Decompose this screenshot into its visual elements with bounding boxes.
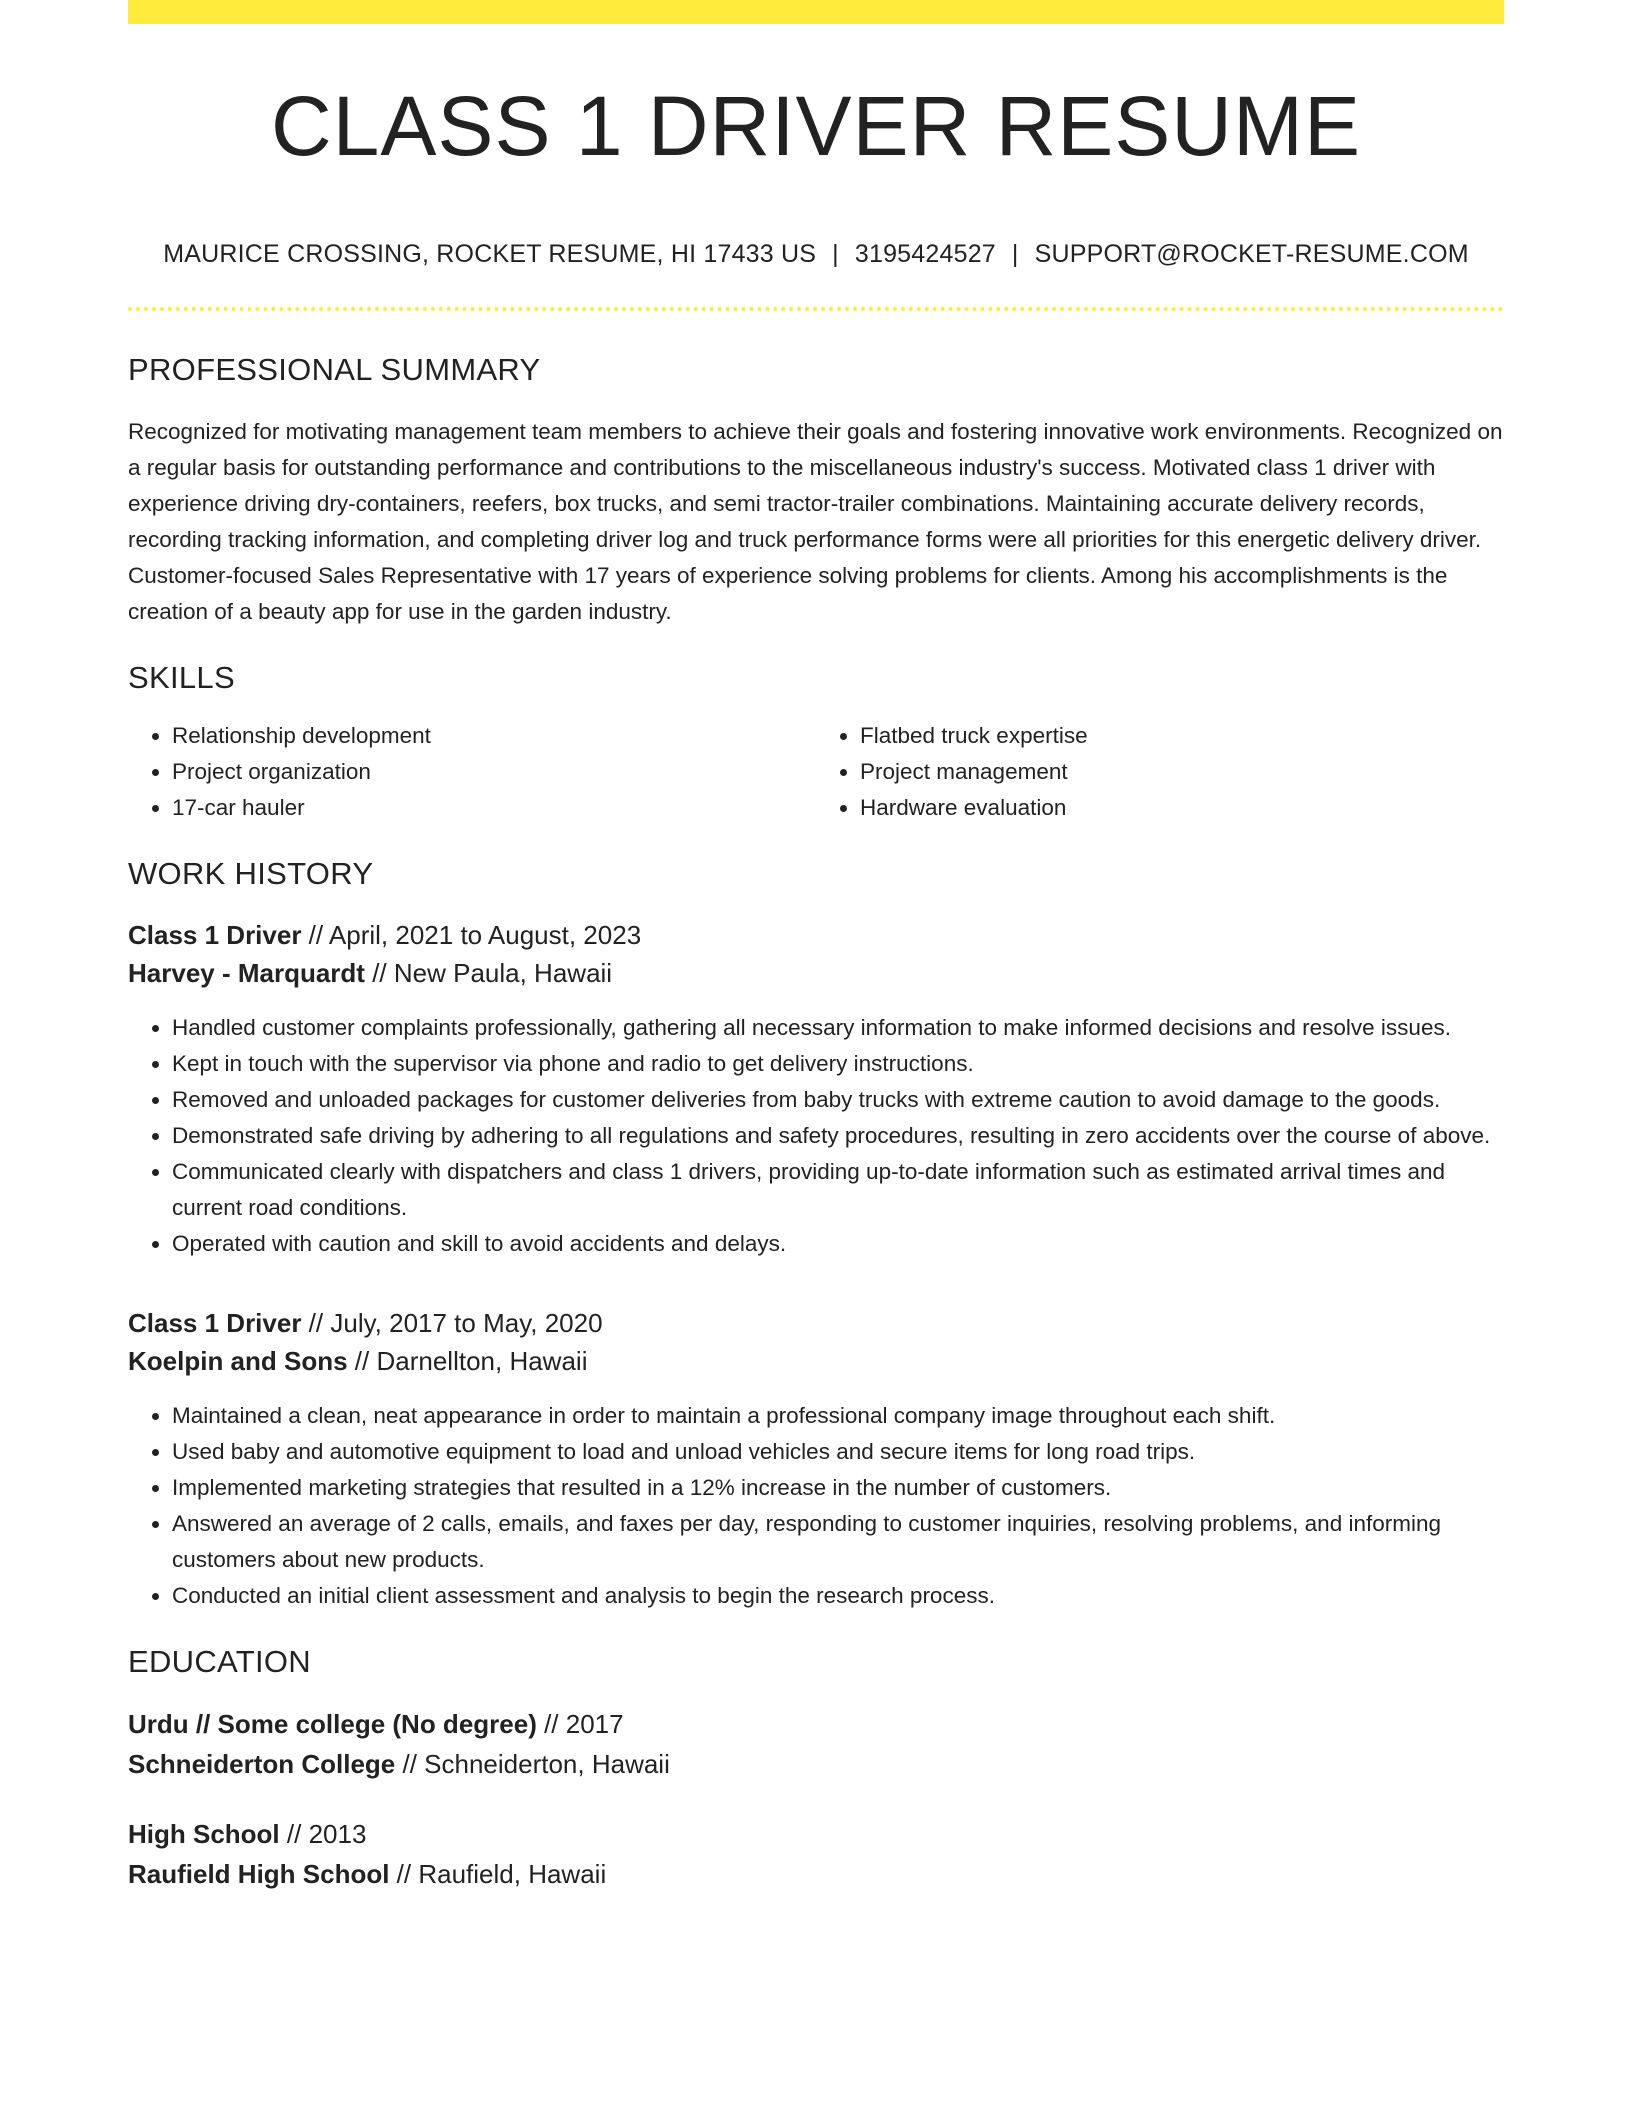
contact-phone: 3195424527 [854,240,996,268]
job-company: Harvey - Marquardt [128,958,365,988]
summary-text: Recognized for motivating management team members to achieve their goals and fostering innovative work environments. Recognized on a regular basis for outstanding performance and contributions to the miscellaneous industry's success. Motivated class 1 driver with experience driving dry-containers, reefers, box trucks, and semi tractor-trailer combinations. Maintaining accurate delivery records, recording tracking information, and completing driver log and truck performance forms were all priorities for this energetic delivery driver. Customer-focused Sales Representative with 17 years of experience solving problems for clients. Among his accomplishments is the creation of a beauty app for use in the garden industry. [128,419,1503,624]
education-degree-line [128,1704,1504,1744]
job-duty: • Answered an average of 2 calls, emails, and faxes per day, responding to customer inquiries, resolving problems, and informing customers about new products. [172,1506,1504,1578]
job-company: Koelpin and Sons [128,1346,348,1376]
education-school: Schneiderton College [128,1749,396,1779]
job-duty: • Conducted an initial client assessment and analysis to begin the research process. [172,1578,1504,1614]
education-school-line [128,1854,1504,1894]
education-entry [128,1704,1504,1784]
education-degree: High School [128,1819,280,1849]
job-duties-list [128,1398,1504,1614]
field-separator: // [364,958,394,988]
contact-address: MAURICE CROSSING, ROCKET RESUME, HI 17433 US [163,240,817,268]
job-duty: • Demonstrated safe driving by adhering to all regulations and safety procedures, resulting in zero accidents over the course of above. [172,1118,1504,1154]
job-duty: • Operated with caution and skill to avoid accidents and delays. [172,1226,1504,1262]
job-location: Darnellton, Hawaii [376,1346,588,1376]
work-history-heading: WORK HISTORY [128,856,374,891]
field-separator: // [395,1749,425,1779]
job-duty: • Maintained a clean, neat appearance in order to maintain a professional company image throughout each shift. [172,1398,1504,1434]
dotted-divider [128,307,1504,311]
contact-separator: | [832,240,839,268]
skills-heading: SKILLS [128,660,235,695]
job-location: New Paula, Hawaii [393,958,613,988]
work-history-section [128,856,1504,1614]
education-location: Raufield, Hawaii [418,1859,607,1889]
field-separator: // [279,1819,309,1849]
job-dates: April, 2021 to August, 2023 [328,920,642,950]
education-heading: EDUCATION [128,1644,311,1679]
job-duty: • Communicated clearly with dispatchers and class 1 drivers, providing up-to-date information such as estimated arrival times and current road conditions. [172,1154,1504,1226]
top-accent-bar [128,0,1504,24]
education-year: 2013 [308,1819,367,1849]
education-degree-line [128,1814,1504,1854]
education-degree: Urdu // Some college (No degree) [128,1709,537,1739]
skills-list-right [816,718,1504,826]
job-entry [128,916,1504,1262]
field-separator: // [301,1308,331,1338]
summary-section [128,352,1504,630]
contact-separator: | [1011,240,1019,268]
skill-item: • 17-car hauler [172,790,816,826]
skill-item: • Hardware evaluation [860,790,1504,826]
skill-item: • Project management [860,754,1504,790]
field-separator: // [347,1346,377,1376]
job-company-line [128,954,1504,992]
job-duty: • Handled customer complaints professionally, gathering all necessary information to make informed decisions and resolve issues. [172,1010,1504,1046]
job-duty: • Removed and unloaded packages for customer deliveries from baby trucks with extreme caution to avoid damage to the goods. [172,1082,1504,1118]
education-school-line [128,1744,1504,1784]
skills-section [128,660,1504,826]
education-section [128,1644,1504,1894]
job-role-line [128,1304,1504,1342]
job-role-line [128,916,1504,954]
resume-title: CLASS 1 DRIVER RESUME [271,79,1361,173]
field-separator: // [389,1859,419,1889]
job-entry [128,1304,1504,1614]
contact-email: SUPPORT@ROCKET-RESUME.COM [1034,240,1469,268]
field-separator: // [536,1709,566,1739]
job-role: Class 1 Driver [128,1308,302,1338]
resume-body [128,352,1504,1894]
summary-heading: PROFESSIONAL SUMMARY [128,352,541,387]
skill-item: • Relationship development [172,718,816,754]
field-separator: // [301,920,329,950]
skill-item: • Project organization [172,754,816,790]
contact-line [128,240,1504,269]
education-year: 2017 [565,1709,624,1739]
skills-list-left [128,718,816,826]
job-company-line [128,1342,1504,1380]
job-role: Class 1 Driver [128,920,302,950]
job-dates: July, 2017 to May, 2020 [330,1308,603,1338]
education-school: Raufield High School [128,1859,390,1889]
job-duty: • Kept in touch with the supervisor via phone and radio to get delivery instructions. [172,1046,1504,1082]
education-entry [128,1814,1504,1894]
skills-columns [128,718,1504,826]
skill-item: • Flatbed truck expertise [860,718,1504,754]
job-duty: • Used baby and automotive equipment to load and unload vehicles and secure items for long road trips. [172,1434,1504,1470]
job-duties-list [128,1010,1504,1262]
education-location: Schneiderton, Hawaii [424,1749,670,1779]
job-duty: • Implemented marketing strategies that resulted in a 12% increase in the number of customers. [172,1470,1504,1506]
